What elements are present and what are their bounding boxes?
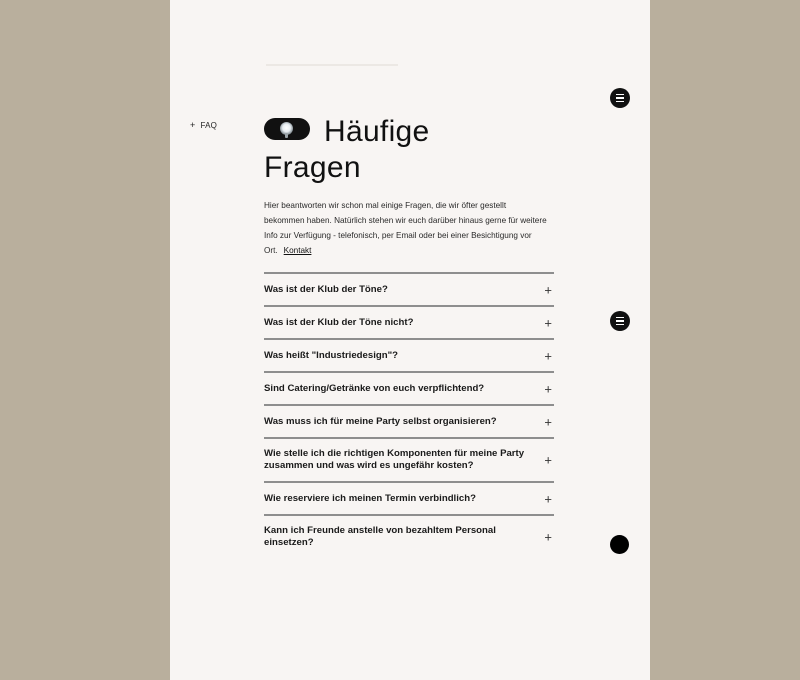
faq-question: Was heißt "Industriedesign"? <box>264 349 399 361</box>
contact-link[interactable]: Kontakt <box>283 246 312 255</box>
plus-icon[interactable]: + <box>544 348 552 363</box>
faq-question: Was ist der Klub der Töne? <box>264 283 388 295</box>
plus-icon[interactable]: + <box>544 529 552 545</box>
page-panel <box>170 0 650 680</box>
plus-icon[interactable]: + <box>544 491 552 506</box>
faq-item[interactable] <box>264 371 554 404</box>
lightbulb-icon <box>264 118 310 140</box>
title-line-2: Fragen <box>264 151 361 184</box>
circle-button[interactable] <box>610 535 629 554</box>
faq-item[interactable] <box>264 404 554 437</box>
plus-icon[interactable]: + <box>544 414 552 429</box>
menu-icon[interactable] <box>610 88 630 108</box>
faq-item[interactable] <box>264 305 554 338</box>
plus-icon: + <box>190 120 196 130</box>
intro-paragraph: Hier beantworten wir schon mal einige Fragen, die wir öfter gestellt bekommen haben. Natürlich stehen wir euch darüber hinaus gerne für weitere Info zur Verfügung - telefonisch, per Email oder bei einer Besichtigung vor Ort. <box>264 201 547 255</box>
faq-item[interactable] <box>264 272 554 305</box>
faq-item[interactable] <box>264 481 554 514</box>
faq-question: Sind Catering/Getränke von euch verpflichtend? <box>264 382 485 394</box>
faq-question: Wie reserviere ich meinen Termin verbindlich? <box>264 492 476 504</box>
plus-icon[interactable]: + <box>544 315 552 330</box>
menu-icon[interactable] <box>610 311 630 331</box>
intro-text <box>264 198 548 258</box>
faq-question: Was muss ich für meine Party selbst organisieren? <box>264 415 497 427</box>
breadcrumb[interactable] <box>190 120 217 130</box>
faq-item[interactable] <box>264 437 554 481</box>
page-title <box>264 114 564 186</box>
plus-icon[interactable]: + <box>544 452 552 468</box>
plus-icon[interactable]: + <box>544 282 552 297</box>
plus-icon[interactable]: + <box>544 381 552 396</box>
breadcrumb-label: FAQ <box>200 121 218 130</box>
faq-item[interactable] <box>264 514 554 558</box>
title-line-1: Häufige <box>324 115 430 148</box>
faq-item[interactable] <box>264 338 554 371</box>
faq-list <box>264 272 554 558</box>
faq-question: Kann ich Freunde anstelle von bezahltem Personal einsetzen? <box>264 525 496 548</box>
faq-question: Wie stelle ich die richtigen Komponenten für meine Party zusammen und was wird es ungefähr kosten? <box>264 448 525 471</box>
header-placeholder <box>266 64 398 66</box>
faq-question: Was ist der Klub der Töne nicht? <box>264 316 414 328</box>
